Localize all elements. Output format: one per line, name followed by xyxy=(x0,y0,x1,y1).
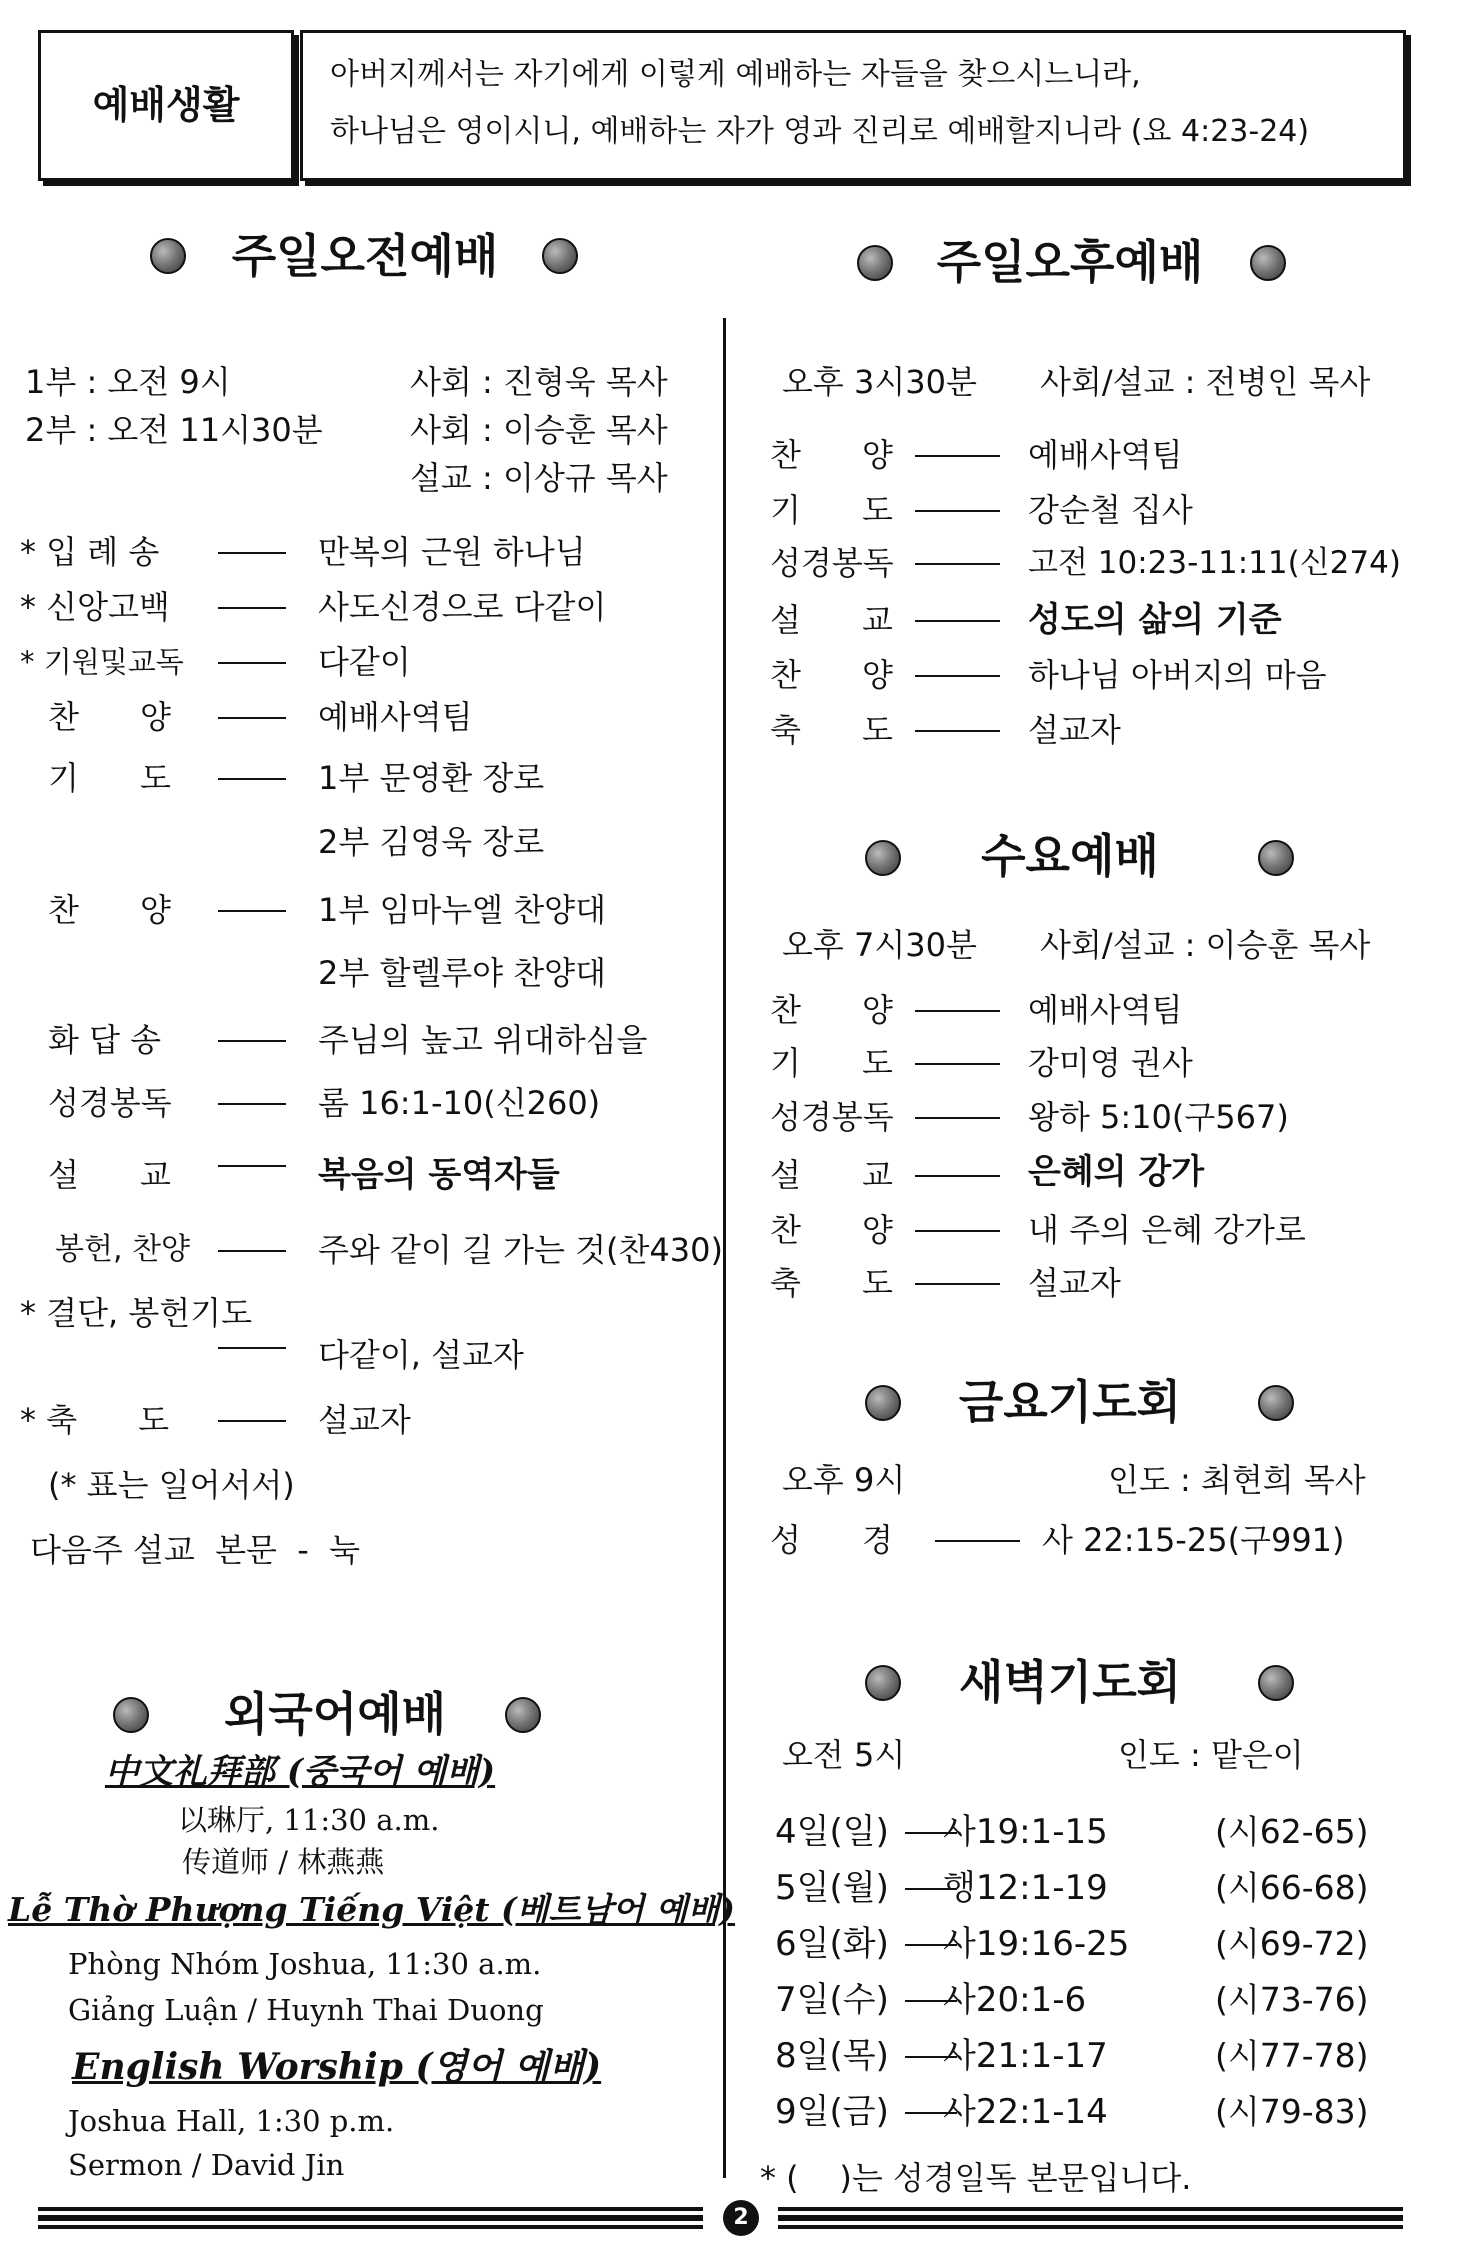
order-label: 성경봉독 xyxy=(770,1098,894,1136)
footer-rule-left xyxy=(38,2207,703,2211)
sunday-morning-title: 주일오전예배 xyxy=(231,229,499,283)
sermon-title: 복음의 동역자들 xyxy=(318,1155,560,1195)
order-value: 만복의 근원 하나님 xyxy=(318,533,586,571)
order-value: 설교자 xyxy=(1028,1264,1121,1302)
bullet-icon xyxy=(865,840,901,876)
standing-note: (* 표는 일어서서) xyxy=(48,1466,295,1504)
order-value: 1부 문영환 장로 xyxy=(318,759,545,797)
dawn-time: 오전 5시 xyxy=(782,1736,906,1774)
friday-leader: 인도 : 최현희 목사 xyxy=(1108,1461,1366,1499)
order-value: 예배사역팀 xyxy=(1028,436,1183,474)
order-value: 고전 10:23-11:11(신274) xyxy=(1028,545,1401,581)
english-title: English Worship (영어 예배) xyxy=(72,2046,602,2088)
chinese-preacher: 传道师 / 林燕燕 xyxy=(182,1845,385,1879)
footer-rule-left xyxy=(38,2215,703,2221)
order-label: 축 도 xyxy=(770,1264,893,1302)
bullet-icon xyxy=(1258,1665,1294,1701)
header-verse-line2: 하나님은 영이시니, 예배하는 자가 영과 진리로 예배할지니라 (요 4:23-24) xyxy=(330,114,1310,149)
english-time: Joshua Hall, 1:30 p.m. xyxy=(68,2104,395,2138)
order-value: 강미영 권사 xyxy=(1028,1044,1193,1082)
chinese-title: 中文礼拜部 (중국어 예배) xyxy=(105,1752,496,1792)
viet-time: Phòng Nhóm Joshua, 11:30 a.m. xyxy=(68,1947,542,1981)
order-label: 기 도 xyxy=(770,1044,893,1082)
bullet-icon xyxy=(542,238,578,274)
reading-psalm: (시69-72) xyxy=(1215,1924,1369,1963)
footer-rule-right xyxy=(778,2207,1403,2211)
viet-title: Lễ Thờ Phượng Tiếng Việt (베트남어 예배) xyxy=(8,1890,736,1929)
reading-day: 5일(월) xyxy=(775,1868,889,1908)
bullet-icon xyxy=(113,1697,149,1733)
bullet-icon xyxy=(150,238,186,274)
sunday-morning-part2-role2: 설교 : 이상규 목사 xyxy=(410,459,668,497)
reading-text: 사19:1-15 xyxy=(943,1812,1108,1852)
order-label: 찬 양 xyxy=(48,891,171,929)
friday-time: 오후 9시 xyxy=(782,1461,906,1499)
bullet-icon xyxy=(857,245,893,281)
reading-text: 사22:1-14 xyxy=(943,2092,1108,2132)
sunday-afternoon-time: 오후 3시30분 xyxy=(782,363,977,401)
reading-day: 6일(화) xyxy=(775,1924,889,1964)
reading-day: 9일(금) xyxy=(775,2092,889,2132)
order-value: 강순철 집사 xyxy=(1028,491,1193,529)
sunday-afternoon-role: 사회/설교 : 전병인 목사 xyxy=(1040,363,1371,401)
friday-scripture: 사 22:15-25(구991) xyxy=(1042,1521,1345,1559)
bullet-icon xyxy=(865,1385,901,1421)
header-label: 예배생활 xyxy=(92,83,240,127)
page-number: 2 xyxy=(733,2205,749,2230)
order-value: 1부 임마누엘 찬양대 xyxy=(318,891,606,929)
reading-psalm: (시79-83) xyxy=(1215,2092,1369,2131)
order-label: 화 답 송 xyxy=(48,1021,162,1059)
chinese-time: 以琳厅, 11:30 a.m. xyxy=(178,1803,440,1837)
order-label: 찬 양 xyxy=(770,991,893,1029)
order-value-2: 2부 할렐루야 찬양대 xyxy=(318,954,606,992)
order-label: * 신앙고백 xyxy=(20,588,170,626)
order-value: 설교자 xyxy=(1028,711,1121,749)
dawn-title: 새벽기도회 xyxy=(958,1655,1182,1709)
reading-day: 7일(수) xyxy=(775,1980,889,2020)
order-value: 설교자 xyxy=(318,1401,411,1439)
wednesday-title: 수요예배 xyxy=(981,829,1159,883)
order-label: 축 도 xyxy=(770,711,893,749)
order-label: * 결단, 봉헌기도 xyxy=(20,1294,252,1332)
reading-text: 행12:1-19 xyxy=(943,1868,1108,1908)
order-value: 예배사역팀 xyxy=(318,698,473,736)
order-value: 주와 같이 길 가는 것(찬430) xyxy=(318,1231,723,1269)
footer-rule-left xyxy=(38,2225,703,2229)
order-label: 찬 양 xyxy=(48,698,171,736)
reading-text: 사21:1-17 xyxy=(943,2036,1108,2076)
reading-day: 8일(목) xyxy=(775,2036,889,2076)
reading-psalm: (시77-78) xyxy=(1215,2036,1369,2075)
reading-day: 4일(일) xyxy=(775,1812,889,1852)
footer-rule-right xyxy=(778,2215,1403,2221)
sermon-title: 은혜의 강가 xyxy=(1028,1152,1205,1192)
bullet-icon xyxy=(865,1665,901,1701)
order-label: * 입 례 송 xyxy=(20,533,160,571)
bullet-icon xyxy=(1258,1385,1294,1421)
friday-scripture-label: 성 경 xyxy=(770,1521,893,1559)
wednesday-time: 오후 7시30분 xyxy=(782,926,977,964)
order-label: * 기원및교독 xyxy=(20,645,184,679)
order-label: 설 교 xyxy=(770,1156,893,1194)
bullet-icon xyxy=(1250,245,1286,281)
order-value: 하나님 아버지의 마음 xyxy=(1028,656,1327,694)
bullet-icon xyxy=(505,1697,541,1733)
foreign-title: 외국어예배 xyxy=(223,1687,447,1741)
wednesday-role: 사회/설교 : 이승훈 목사 xyxy=(1040,926,1371,964)
reading-psalm: (시73-76) xyxy=(1215,1980,1369,2019)
order-value: 롬 16:1-10(신260) xyxy=(318,1084,601,1122)
bullet-icon xyxy=(1258,840,1294,876)
order-label: 기 도 xyxy=(48,759,171,797)
order-value: 사도신경으로 다같이 xyxy=(318,588,607,626)
sunday-morning-part2-role: 사회 : 이승훈 목사 xyxy=(410,411,668,449)
order-value: 다같이, 설교자 xyxy=(318,1336,524,1374)
reading-psalm: (시66-68) xyxy=(1215,1868,1369,1907)
order-label: 찬 양 xyxy=(770,1211,893,1249)
reading-text: 사19:16-25 xyxy=(943,1924,1130,1964)
order-label: 성경봉독 xyxy=(48,1084,172,1122)
friday-title: 금요기도회 xyxy=(958,1375,1182,1429)
sunday-morning-part2: 2부 : 오전 11시30분 xyxy=(25,411,323,449)
order-label: 찬 양 xyxy=(770,436,893,474)
footer-rule-right xyxy=(778,2225,1403,2229)
order-label: 설 교 xyxy=(48,1156,171,1194)
sunday-morning-part1-role: 사회 : 진형욱 목사 xyxy=(410,363,668,401)
order-label: 설 교 xyxy=(770,601,893,639)
reading-text: 사20:1-6 xyxy=(943,1980,1087,2020)
english-preacher: Sermon / David Jin xyxy=(68,2148,345,2182)
reading-psalm: (시62-65) xyxy=(1215,1812,1369,1851)
next-sermon: 다음주 설교 본문 - 눅 xyxy=(30,1531,361,1569)
order-value: 예배사역팀 xyxy=(1028,991,1183,1029)
order-value: 다같이 xyxy=(318,643,411,681)
sunday-afternoon-title: 주일오후예배 xyxy=(936,235,1204,289)
header-verse-box xyxy=(300,30,1406,181)
order-label: 기 도 xyxy=(770,491,893,529)
order-value: 내 주의 은혜 강가로 xyxy=(1028,1211,1306,1249)
order-value-2: 2부 김영욱 장로 xyxy=(318,823,545,861)
header-verse-line1: 아버지께서는 자기에게 이렇게 예배하는 자들을 찾으시느니라, xyxy=(330,57,1141,92)
viet-preacher: Giảng Luận / Huynh Thai Duong xyxy=(68,1993,544,2027)
order-label: 성경봉독 xyxy=(770,544,894,582)
order-label: * 축 도 xyxy=(20,1401,170,1439)
order-value: 주님의 높고 위대하심을 xyxy=(318,1021,648,1059)
order-value: 왕하 5:10(구567) xyxy=(1028,1098,1289,1136)
order-label: 봉헌, 찬양 xyxy=(55,1232,190,1267)
dawn-leader: 인도 : 맡은이 xyxy=(1118,1736,1304,1774)
sunday-morning-part1: 1부 : 오전 9시 xyxy=(25,363,231,401)
sermon-title: 성도의 삶의 기준 xyxy=(1028,600,1282,640)
dawn-note: * ( )는 성경일독 본문입니다. xyxy=(760,2159,1192,2197)
order-label: 찬 양 xyxy=(770,656,893,694)
